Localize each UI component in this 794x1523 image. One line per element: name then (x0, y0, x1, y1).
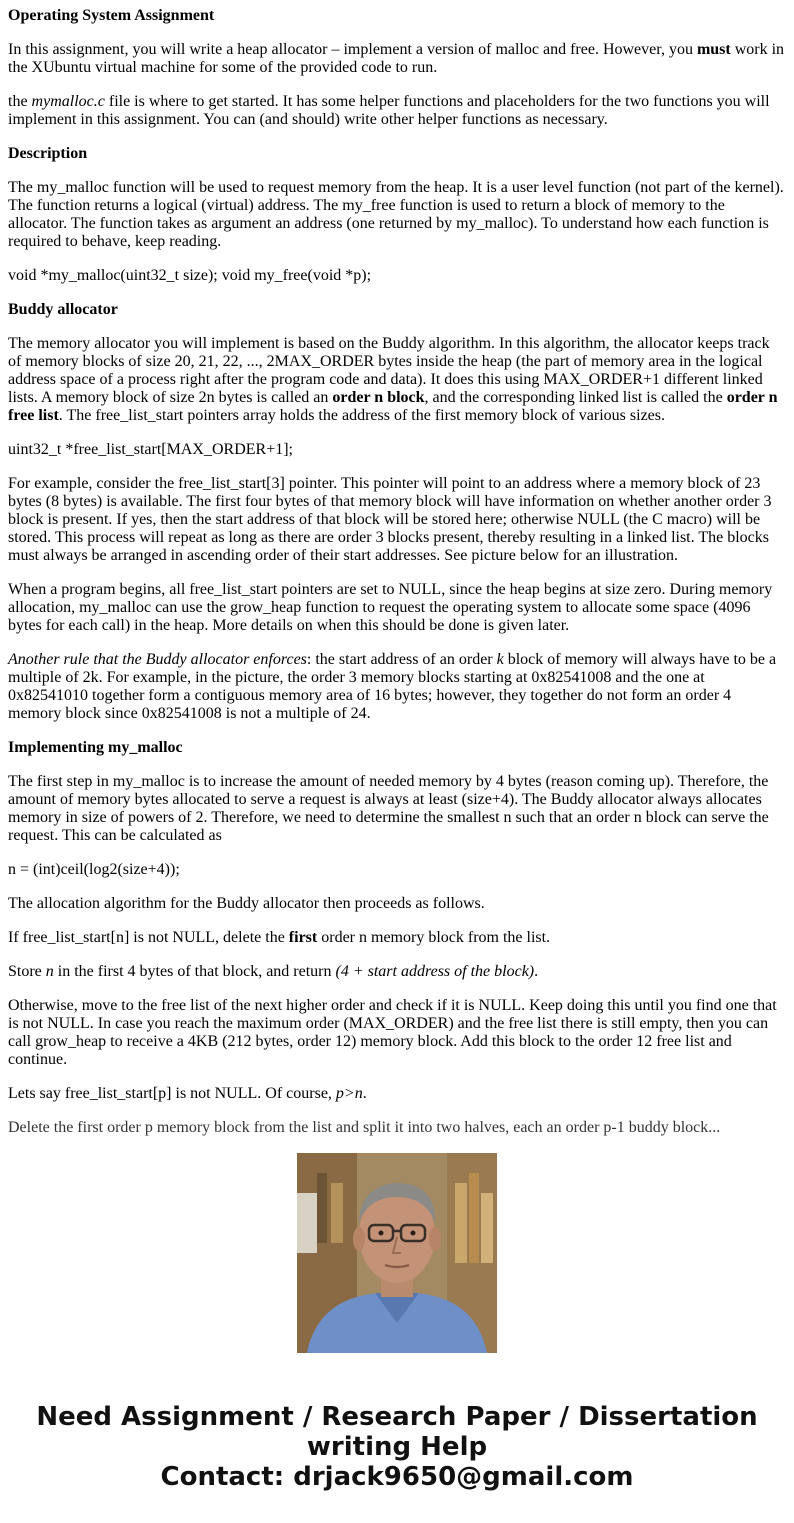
buddy-heading: Buddy allocator (8, 301, 118, 318)
intro-paragraph: In this assignment, you will write a heap allocator – implement a version of malloc and free. However, you must work in the XUbuntu virtual machine for some of the provided code to run. (8, 41, 785, 76)
truncated-line: Delete the first order p memory block from the list and split it into two halves, each an order p-1 buddy block... (8, 1119, 721, 1136)
order-formula: n = (int)ceil(log2(size+4)); (8, 861, 180, 878)
description-heading: Description (8, 145, 88, 162)
step-store-order: Store n in the first 4 bytes of that block, and return (4 + start address of the block). (8, 963, 539, 980)
document-content (8, 0, 786, 1136)
algorithm-intro: The allocation algorithm for the Buddy allocator then proceeds as follows. (8, 895, 485, 912)
program-begin-paragraph: When a program begins, all free_list_start pointers are set to NULL, since the heap begins at size zero. During memory allocation, my_malloc can use the grow_heap function to request the operating system to allocate some space (4096 bytes for each call) in the heap. More details on when this should be done is given later. (8, 581, 773, 634)
author-photo-drawing (297, 1153, 497, 1353)
example-paragraph: For example, consider the free_list_start[3] pointer. This pointer will point to an address where a memory block of 23 bytes (8 bytes) is available. The first four bytes of that memory block will have information on whether another order 3 block is present. If yes, then the start address of that block will be stored here; otherwise NULL (the C macro) will be stored. This process will repeat as long as there are order 3 blocks present, thereby resulting in a linked list. The blocks must always be arranged in ascending order of their start addresses. See picture below for an illustration. (8, 475, 772, 564)
rule-paragraph: Another rule that the Buddy allocator enforces: the start address of an order k block of memory will always have to be a multiple of 2k. For example, in the picture, the order 3 memory blocks starting at 0x82541008 and the one at 0x82541010 together form a contiguous memory area of 16 bytes; however, they together do not form an order 4 memory block since 0x82541008 is not a multiple of 24. (8, 651, 777, 722)
implementing-heading: Implementing my_malloc (8, 739, 183, 756)
lets-say-paragraph: Lets say free_list_start[p] is not NULL. Of course, p>n. (8, 1085, 367, 1102)
promo-line-2: writing Help (306, 1432, 488, 1462)
promo-contact: Contact: drjack9650@gmail.com (160, 1462, 634, 1492)
doc-title: Operating System Assignment (8, 7, 215, 24)
description-paragraph: The my_malloc function will be used to request memory from the heap. It is a user level function (not part of the kernel). The function returns a logical (virtual) address. The my_free function is used to return a block of memory to the allocator. The function takes as argument an address (one returned by my_malloc). To understand how each function is required to behave, keep reading. (8, 179, 784, 250)
step-delete-block: If free_list_start[n] is not NULL, delete the first order n memory block from the list. (8, 929, 551, 946)
implementing-paragraph: The first step in my_malloc is to increase the amount of needed memory by 4 bytes (reason coming up). Therefore, the amount of memory bytes allocated to serve a request is always at least (size+4). The Buddy allocator always allocates memory in size of powers of 2. Therefore, we need to determine the smallest n such that an order n block can serve the request. This can be calculated as (8, 773, 769, 844)
buddy-paragraph: The memory allocator you will implement is based on the Buddy algorithm. In this algorithm, the allocator keeps track of memory blocks of size 20, 21, 22, ..., 2MAX_ORDER bytes inside the heap (the part of memory area in the logical address space of a process right after the program code and data). It does this using MAX_ORDER+1 different linked lists. A memory block of size 2n bytes is called an order n block, and the corresponding linked list is called the order n free list. The free_list_start pointers array holds the address of the first memory block of various sizes. (8, 335, 778, 424)
author-photo (297, 1153, 497, 1353)
file-paragraph: the mymalloc.c file is where to get started. It has some helper functions and placeholders for the two functions you will implement in this assignment. You can (and should) write other helper functions as necessary. (8, 93, 770, 128)
promo-line-1: Need Assignment / Research Paper / Dissertation (36, 1402, 758, 1432)
function-signatures: void *my_malloc(uint32_t size); void my_free(void *p); (8, 267, 372, 284)
free-list-declaration: uint32_t *free_list_start[MAX_ORDER+1]; (8, 441, 293, 458)
otherwise-paragraph: Otherwise, move to the free list of the next higher order and check if it is NULL. Keep doing this until you find one that is not NULL. In case you reach the maximum order (MAX_ORDER) and the free list there is still empty, then you can call grow_heap to receive a 4KB (212 bytes, order 12) memory block. Add this block to the order 12 free list and continue. (8, 997, 777, 1068)
promo-banner (0, 1402, 794, 1492)
